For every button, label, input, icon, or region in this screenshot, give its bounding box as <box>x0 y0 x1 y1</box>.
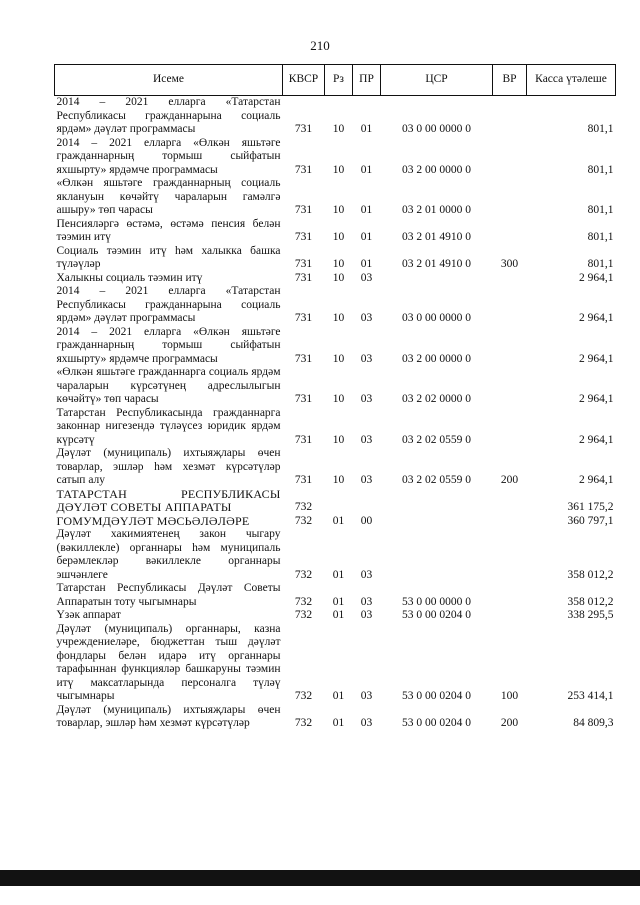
row-amount: 2 964,1 <box>579 474 614 486</box>
row-amount: 253 414,1 <box>567 690 614 702</box>
row-csr: 03 2 02 0559 0 <box>402 433 471 446</box>
row-rz: 10 <box>332 393 345 405</box>
row-name: Дәүләт (муниципаль) ихтыяҗлары өчен товарлар, эшләр һәм хезмәт күрсәтүләр сатып алу <box>56 447 281 486</box>
row-name: Халыкны социаль тәэмин итү <box>56 271 203 284</box>
row-name: Пенсияләргә өстәмә, өстәмә пенсия белән тәэмин итү <box>56 217 281 243</box>
row-kvsr: 732 <box>294 568 313 581</box>
row-amount: 338 295,5 <box>567 609 614 621</box>
row-kvsr: 731 <box>294 474 313 486</box>
row-amount: 801,1 <box>587 231 614 243</box>
row-pr <box>353 488 381 515</box>
row-amount: 801,1 <box>587 258 614 270</box>
row-pr: 03 <box>360 352 373 365</box>
row-name: Дәүләт хакимиятенең закон чыгару (вәкиллекле) органнары һәм муниципаль берәмлекләр вәкиллекле органнары эшчәнлеге <box>56 528 281 581</box>
row-pr: 01 <box>360 163 373 176</box>
row-amount: 2 964,1 <box>579 271 614 284</box>
row-csr: 03 2 02 0000 0 <box>402 393 471 405</box>
table-row <box>55 326 616 367</box>
row-name: Татарстан Республикасы Дәүләт Советы Аппаратын тоту чыгымнары <box>56 582 281 608</box>
table-row <box>55 96 616 137</box>
row-csr <box>381 515 493 529</box>
row-rz: 10 <box>332 312 345 324</box>
row-kvsr: 731 <box>294 231 313 243</box>
table-row <box>55 488 616 515</box>
row-amount: 360 797,1 <box>567 514 614 527</box>
row-csr: 03 2 01 4910 0 <box>402 258 471 270</box>
row-rz: 10 <box>332 231 345 243</box>
row-name: Үзәк аппарат <box>56 609 121 621</box>
header-pr: ПР <box>353 65 381 96</box>
row-name: Татарстан Республикасында гражданнарга законнар нигезендә түләүсез юридик ярдәм күрсәтү <box>56 406 281 446</box>
row-vr <box>493 528 527 582</box>
table-row <box>55 366 616 407</box>
row-vr <box>493 177 527 218</box>
row-kvsr: 731 <box>294 312 313 324</box>
row-rz: 10 <box>332 352 345 365</box>
table-row <box>55 447 616 488</box>
row-pr: 01 <box>360 204 373 216</box>
row-pr: 00 <box>360 514 373 527</box>
row-vr <box>493 407 527 448</box>
table-row <box>55 285 616 326</box>
row-vr <box>493 515 527 529</box>
row-name: Социаль тәэмин итү һәм халыкка башка түләүләр <box>56 244 281 270</box>
row-amount: 2 964,1 <box>579 393 614 405</box>
row-rz: 10 <box>332 258 345 270</box>
header-csr: ЦСР <box>381 65 493 96</box>
row-vr: 200 <box>500 474 519 486</box>
row-kvsr: 732 <box>294 595 313 608</box>
row-vr <box>493 285 527 326</box>
row-vr: 200 <box>500 717 519 729</box>
row-name: 2014 – 2021 елларга «Татарстан Республикасы гражданнарына социаль ярдәм» дәүләт программасы <box>56 285 281 324</box>
row-pr: 01 <box>360 258 373 270</box>
row-name: «Өлкән яшьтәге гражданнарның социаль яклануын көчәйтү чараларын гамәлгә ашыру» төп чарасы <box>56 177 281 216</box>
row-vr <box>493 272 527 286</box>
table-row <box>55 218 616 245</box>
row-amount: 2 964,1 <box>579 352 614 365</box>
table-row <box>55 609 616 623</box>
row-vr <box>493 366 527 407</box>
row-vr <box>493 326 527 367</box>
row-kvsr: 731 <box>294 352 313 365</box>
header-rz: Рз <box>325 65 353 96</box>
row-amount: 801,1 <box>587 123 614 135</box>
row-name: Дәүләт (муниципаль) ихтыяҗлары өчен товарлар, эшләр һәм хезмәт күрсәтүләр <box>56 703 281 729</box>
table-header-row <box>55 65 616 96</box>
row-vr <box>493 218 527 245</box>
row-vr: 300 <box>500 258 519 270</box>
row-amount: 801,1 <box>587 204 614 216</box>
row-rz: 01 <box>332 609 345 621</box>
row-csr: 53 0 00 0000 0 <box>402 595 471 608</box>
row-csr <box>381 272 493 286</box>
row-rz: 01 <box>332 595 345 608</box>
row-csr: 03 2 00 0000 0 <box>402 163 471 176</box>
row-rz: 10 <box>332 433 345 446</box>
row-amount: 358 012,2 <box>567 568 614 581</box>
row-kvsr: 732 <box>294 609 313 621</box>
table-row <box>55 704 616 731</box>
row-csr: 03 0 00 0000 0 <box>402 123 471 135</box>
row-name: «Өлкән яшьтәге гражданнарга социаль ярдәм чараларын күрсәтүнең адреслылыгын көчәйтү» төп чарасы <box>56 366 281 405</box>
row-kvsr: 731 <box>294 393 313 405</box>
row-rz: 01 <box>332 514 345 527</box>
row-pr: 03 <box>360 433 373 446</box>
table-row <box>55 272 616 286</box>
row-kvsr: 732 <box>294 690 313 702</box>
row-csr: 53 0 00 0204 0 <box>402 609 471 621</box>
row-pr: 03 <box>360 312 373 324</box>
row-name: ТАТАРСТАН РЕСПУБЛИКАСЫ ДӘҮЛӘТ СОВЕТЫ АППАРАТЫ <box>56 486 281 514</box>
page-number: 210 <box>310 38 330 53</box>
table-row <box>55 623 616 704</box>
header-amount: Касса үтәлеше <box>527 65 616 96</box>
row-rz: 10 <box>332 163 345 176</box>
row-amount: 358 012,2 <box>567 595 614 608</box>
header-name: Исеме <box>55 65 283 96</box>
row-rz: 10 <box>332 474 345 486</box>
scan-bottom-bar <box>0 870 640 886</box>
row-pr: 01 <box>360 231 373 243</box>
table-row <box>55 528 616 582</box>
row-rz: 01 <box>332 690 345 702</box>
row-vr: 100 <box>500 690 519 702</box>
row-vr <box>493 609 527 623</box>
row-kvsr: 731 <box>294 258 313 270</box>
row-pr: 03 <box>360 474 373 486</box>
row-vr <box>493 96 527 137</box>
row-csr: 03 2 01 4910 0 <box>402 231 471 243</box>
row-csr: 03 2 02 0559 0 <box>402 474 471 486</box>
row-kvsr: 731 <box>294 271 313 284</box>
row-amount: 2 964,1 <box>579 312 614 324</box>
table-row <box>55 582 616 609</box>
row-kvsr: 732 <box>294 501 313 513</box>
row-csr: 03 0 00 0000 0 <box>402 312 471 324</box>
row-pr: 03 <box>360 393 373 405</box>
row-rz: 01 <box>332 568 345 581</box>
row-name: ГОМУМДӘҮЛӘТ МӘСЬӘЛӘЛӘРЕ <box>56 513 250 528</box>
row-csr: 53 0 00 0204 0 <box>402 690 471 702</box>
row-csr: 53 0 00 0204 0 <box>402 717 471 729</box>
row-pr: 03 <box>360 271 373 284</box>
row-vr <box>493 137 527 178</box>
row-amount: 801,1 <box>587 163 614 176</box>
row-pr: 03 <box>360 609 373 621</box>
row-kvsr: 731 <box>294 204 313 216</box>
row-vr <box>493 488 527 515</box>
row-name: 2014 – 2021 елларга «Өлкән яшьтәге гражданнарның тормыш сыйфатын яхшырту» ярдәмче программасы <box>56 136 281 176</box>
row-kvsr: 731 <box>294 433 313 446</box>
row-pr: 03 <box>360 568 373 581</box>
row-pr: 03 <box>360 717 373 729</box>
row-csr <box>381 488 493 515</box>
row-pr: 03 <box>360 690 373 702</box>
row-rz: 10 <box>332 271 345 284</box>
table-row <box>55 515 616 529</box>
row-pr: 01 <box>360 123 373 135</box>
header-vr: ВР <box>493 65 527 96</box>
row-kvsr: 731 <box>294 123 313 135</box>
table-row <box>55 407 616 448</box>
row-rz: 01 <box>332 717 345 729</box>
budget-table <box>54 64 616 731</box>
row-rz <box>325 488 353 515</box>
row-vr <box>493 582 527 609</box>
table-row <box>55 245 616 272</box>
table-row <box>55 177 616 218</box>
row-kvsr: 731 <box>294 163 313 176</box>
row-amount: 361 175,2 <box>567 501 614 513</box>
header-kvsr: КВСР <box>283 65 325 96</box>
row-csr: 03 2 01 0000 0 <box>402 204 471 216</box>
row-pr: 03 <box>360 595 373 608</box>
row-csr: 03 2 00 0000 0 <box>402 352 471 365</box>
row-amount: 84 809,3 <box>573 717 614 729</box>
row-csr <box>381 528 493 582</box>
row-rz: 10 <box>332 123 345 135</box>
row-name: 2014 – 2021 елларга «Өлкән яшьтәге гражданнарның тормыш сыйфатын яхшырту» ярдәмче программасы <box>56 325 281 365</box>
row-rz: 10 <box>332 204 345 216</box>
table-row <box>55 137 616 178</box>
row-amount: 2 964,1 <box>579 433 614 446</box>
row-kvsr: 732 <box>294 717 313 729</box>
row-name: Дәүләт (муниципаль) органнары, казна учреждениеләре, бюджеттан тыш дәүләт фондлары белән идарә итү органнары тарафыннан функцияләр башкаруны тәэмин итү максатларында персоналга түләү чыгымнары <box>56 622 281 702</box>
row-kvsr: 732 <box>294 514 313 527</box>
row-name: 2014 – 2021 елларга «Татарстан Республикасы гражданнарына социаль ярдәм» дәүләт программасы <box>56 96 281 135</box>
